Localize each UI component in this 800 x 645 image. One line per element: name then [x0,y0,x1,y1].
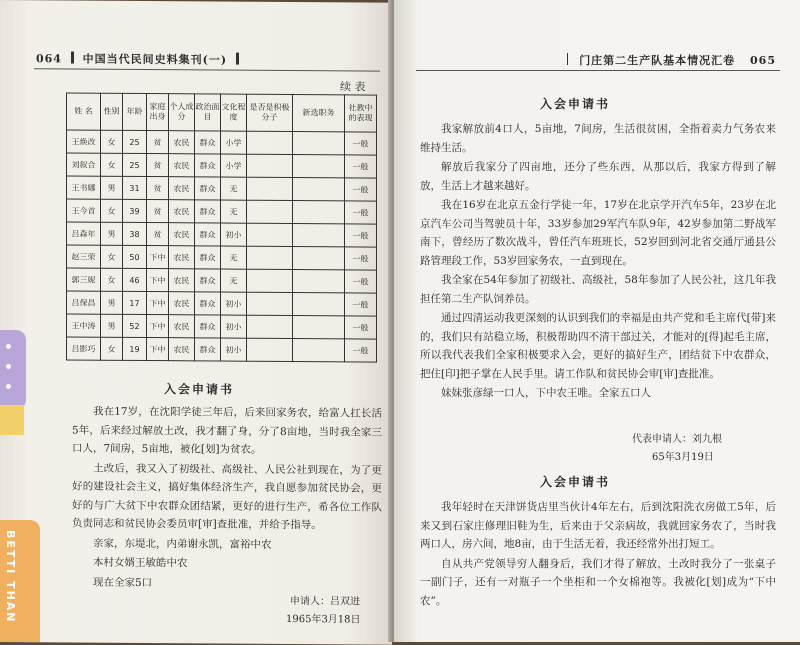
left-application-title: 入会申请书 [164,382,235,397]
right-page-header [567,52,776,68]
paragraph: 我在16岁在北京五金行学徒一年，17岁在北京学开汽车5年，23岁在北京汽车公司当驾驶员十年，33岁参加29军汽车队9年，42岁参加第二野战军南下，曾经历了数次战斗，曾任汽车班班长，52岁回到河北省交通厅通县公路管理段工作，53岁回家务农，一直到现在。 [420,199,776,267]
header-separator [71,51,74,63]
table-cell: 小学 [221,131,247,154]
table-cell: 下中 [147,338,169,361]
table-cell: 群众 [195,315,221,338]
table-cell: 男 [101,314,123,337]
table-cell: 农民 [169,177,195,200]
paragraph: 我年轻时在天津饼货店里当伙计4年左右，后到沈阳洗衣房做工5年，后来又到石家庄修理旧鞋为生，后来由于父亲病故，我就回家务农了，当时我两口人，房六间，地8亩，由于生活无着，我还经常外出打短工。 [420,501,776,550]
table-cell: 下中 [147,315,169,338]
table-cell [247,154,293,177]
right-page-number: 065 [750,54,776,67]
table-cell: 群众 [195,269,221,292]
table-cell [293,339,345,362]
table-cell: 农民 [169,292,195,315]
paragraph: 亲家，东堤北，内弟谢永凯，富裕中农 [93,537,272,551]
right-date-1: 65年3月19日 [652,452,714,463]
table-cell: 一般 [345,224,377,247]
header-rule [416,70,780,71]
right-application-1-body [420,120,776,404]
table-cell: 农民 [169,223,195,246]
header-rule [34,68,380,71]
left-page [0,0,392,645]
table-cell: 群众 [195,154,221,177]
right-page [394,0,800,642]
table-cell: 农民 [169,200,195,223]
table-row [67,130,377,155]
table-cell: 农民 [169,269,195,292]
table-cell: 贫 [147,177,169,200]
table-cell: 46 [123,268,147,291]
table-row [67,314,377,339]
table-cell: 贫 [147,131,169,154]
table-cell: 女 [101,337,123,360]
table-cell [293,293,345,316]
table-cell [293,270,345,293]
table-cell [247,246,293,269]
table-cell: 女 [101,199,123,222]
table-cell [247,338,293,361]
paragraph: 我全家在54年参加了初级社、高级社，58年参加了人民公社，这几年我担任第二生产队饲养员。 [420,274,776,305]
table-row [67,291,377,316]
sticker-label: BETTI THAN [4,530,17,624]
table-cell: 初小 [221,338,247,361]
table-cell: 无 [221,269,247,292]
table-cell: 25 [123,153,147,176]
table-cell: 一般 [345,270,377,293]
column-header: 个人成分 [169,94,195,131]
table-cell: 38 [123,222,147,245]
table-cell: 吕影巧 [67,337,101,360]
table-cell: 郭三妮 [67,268,101,291]
paragraph: 本村女婿王敏皓中农 [93,556,188,570]
table-cell: 群众 [195,292,221,315]
table-cell: 贫 [147,223,169,246]
table-cell: 初小 [221,292,247,315]
table-cell: 无 [221,200,247,223]
table-cell: 贫 [147,154,169,177]
table-cell: 农民 [169,131,195,154]
table-cell: 下中 [147,292,169,315]
left-date: 1965年3月18日 [286,613,361,626]
paragraph: 解放后我家分了四亩地，还分了些东西，从那以后，我家方得到了解放，生活上才越来越好。 [420,161,776,192]
table-cell: 农民 [169,315,195,338]
table-cell: 初小 [221,315,247,338]
table-cell: 31 [123,176,147,199]
table-body [67,130,377,362]
table-row [67,176,377,201]
table-cell: 下中 [147,269,169,292]
table-cell: 男 [101,291,123,314]
table-cell [293,201,345,224]
table-cell: 一般 [345,293,377,316]
column-header: 姓 名 [67,93,101,130]
left-book-title: 中国当代民间史料集刊(一) [82,52,228,67]
continued-label: 续 表 [340,80,366,94]
table-cell [247,292,293,315]
table-cell: 吕保昌 [67,291,101,314]
table-cell: 刘叙合 [67,153,101,176]
table-cell: 女 [101,153,123,176]
orange-sticker [0,520,40,642]
table-cell: 农民 [169,154,195,177]
sticker-dot [6,364,11,369]
header-separator [236,53,239,65]
table-cell [247,269,293,292]
table-cell: 农民 [169,338,195,361]
table-cell: 赵三荣 [67,245,101,268]
table-cell: 农民 [169,246,195,269]
right-application-2-body [420,498,776,611]
table-cell: 群众 [195,246,221,269]
header-separator [567,53,568,65]
column-header: 新选职务 [293,95,345,132]
column-header: 文化程度 [221,94,247,131]
table-cell: 一般 [345,316,377,339]
member-roster-table [66,92,377,362]
table-cell: 王焕改 [67,130,101,153]
right-signature-1: 代表申请人：刘九根 [632,434,722,445]
table-row [67,222,377,247]
column-header: 年龄 [123,93,147,130]
table-cell: 19 [123,337,147,360]
table-cell: 小学 [221,154,247,177]
table-cell: 王书娜 [67,176,101,199]
table-cell [247,223,293,246]
table-cell: 一般 [345,155,377,178]
column-header: 社教中的表现 [345,95,377,132]
table-cell [293,132,345,155]
table-cell [293,155,345,178]
table-cell: 39 [123,199,147,222]
table-cell: 王今首 [67,199,101,222]
table-cell: 无 [221,246,247,269]
table-cell [247,131,293,154]
sticker-dot [6,384,11,389]
table-row [67,199,377,224]
table-cell: 男 [101,222,123,245]
column-header: 性别 [101,93,123,130]
table-cell: 男 [101,176,123,199]
table-cell: 贫 [147,200,169,223]
table-cell: 女 [101,268,123,291]
table-cell: 一般 [345,339,377,362]
column-header: 家庭出身 [147,94,169,131]
column-header: 政治面目 [195,94,221,131]
table-cell: 一般 [345,201,377,224]
table-cell [293,247,345,270]
table-cell: 群众 [195,131,221,154]
table-cell: 初小 [221,223,247,246]
left-page-number: 064 [36,52,62,66]
table-cell: 50 [123,245,147,268]
table-cell: 25 [123,130,147,153]
paragraph: 现在全家5口 [93,576,153,589]
table-cell: 下中 [147,246,169,269]
table-cell: 群众 [195,338,221,361]
table-cell [293,224,345,247]
table-cell: 王中涛 [67,314,101,337]
table-cell: 吕森年 [67,222,101,245]
table-cell [247,315,293,338]
table-cell: 一般 [345,178,377,201]
table-row [67,153,377,178]
table-cell: 女 [101,130,123,153]
purple-sticker [0,330,26,410]
column-header: 是否是积极分子 [247,94,293,131]
table-cell [293,316,345,339]
table-row [67,337,377,362]
table-cell: 群众 [195,200,221,223]
paragraph: 我在17岁，在沈阳学徒三年后，后来回家务农，给富人扛长活5年，后来经过解放土改，我才翻了身，分了8亩地，当时我全家三口人，7间房，5亩地，被化[划]为贫农。 [72,405,382,456]
left-signature: 申请人：吕双进 [290,596,360,608]
paragraph: 自从共产党领导穷人翻身后，我们才得了解放，土改时我分了一张桌子一副门子，还有一对瓶子一个坐柜和一个女棉袍等。我被化[划]成为“下中农”。 [420,557,776,607]
table-row [67,245,377,270]
paragraph: 妹妹张彦绿一口人，下中农王唯。全家五口人 [441,387,651,399]
table-header-row [67,93,377,132]
left-application-body [72,403,382,595]
yellow-sticker [0,405,24,435]
sticker-dot [6,344,11,349]
table-cell [247,200,293,223]
table-cell: 无 [221,177,247,200]
right-application-1-title: 入会申请书 [540,97,611,111]
paragraph: 通过四清运动我更深刻的认识到我们的幸福是由共产党和毛主席代[带]来的，我们只有站稳立场，积极帮助四不清干部过关，才能对的[得]起毛主席，所以我代表我们全家积极要求入会，更好的搞好生产，团结贫下中农群众，把住[印]把子掌在人民手里。请工作队和贫民协会审[审]查批准。 [420,312,776,380]
table-cell: 群众 [195,223,221,246]
paragraph: 我家解放前4口人，5亩地，7间房，生活很贫困，全指着卖力气务农来维持生活。 [420,123,776,154]
table-cell: 17 [123,291,147,314]
table-row [67,268,377,293]
table-cell: 女 [101,245,123,268]
table-cell: 52 [123,314,147,337]
left-page-header [36,50,243,67]
table-cell: 群众 [195,177,221,200]
right-book-title: 门庄第二生产队基本情况汇卷 [579,54,736,67]
table-cell [293,178,345,201]
table-cell: 一般 [345,247,377,270]
right-application-2-title: 入会申请书 [540,475,611,489]
table-cell: 一般 [345,132,377,155]
paragraph: 土改后，我又入了初级社、高级社、人民公社到现在，为了更好的建设社会主义，搞好集体经济生产，我自愿参加贫民协会，更好的与广大贫下中农群众团结紧，更好的进行生产，希各位工作队负责同志和贫民协会委员审[审]查批准，并给予指导。 [72,462,382,532]
table-cell [247,177,293,200]
